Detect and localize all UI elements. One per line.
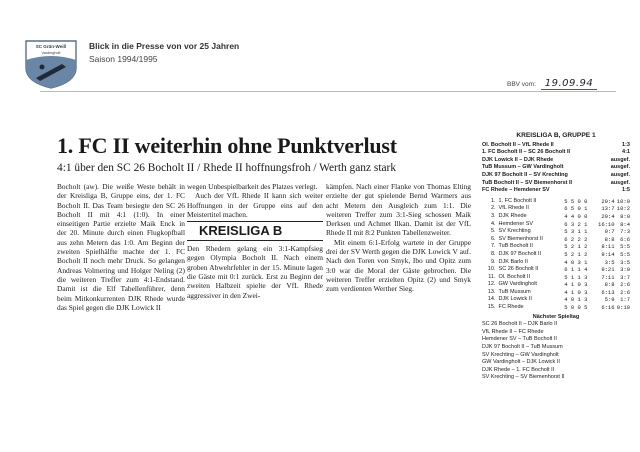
- result-score: ausgef.: [610, 171, 630, 178]
- result-match: DJK Lowick II – DJK Rhede: [482, 156, 554, 163]
- date-stamp-label: BBV vom:: [507, 81, 536, 88]
- table-games: 6 2 2 2: [564, 235, 588, 243]
- standings-box: [482, 132, 630, 382]
- date-stamp-value: 19.09.94: [541, 78, 598, 90]
- table-goals: 13:7: [601, 205, 615, 213]
- table-goals: 9:14: [601, 250, 615, 258]
- result-score: 1:3: [622, 141, 630, 148]
- article-paragraph: Den Rhedern gelang ein 3:1-Kampfsieg gegen Olympia Bocholt II. Nach einem groben Abwehrfehler in der 15. Minute lagen die Gäste mit 0:1 zurück. Erst zu Beginn der zweiten Halbzeit spielte der VfL Rhede aggressiver in den Zwei-: [187, 244, 323, 300]
- table-position: 2.: [490, 205, 496, 212]
- fixture-item: DJK Rhede – 1. FC Bocholt II: [482, 366, 555, 373]
- table-position: 8.: [490, 250, 496, 257]
- table-points: 10:0: [616, 197, 630, 205]
- table-games: 6 5 0 1: [564, 205, 588, 213]
- table-points: 7:3: [620, 228, 630, 236]
- article-column-2: [187, 182, 323, 300]
- kreisliga-banner: KREISLIGA B: [187, 221, 323, 241]
- table-games: 4 0 1 3: [564, 296, 588, 304]
- table-goals: 20:4: [601, 197, 615, 205]
- table-position: 7.: [490, 243, 496, 250]
- table-team: GW Vardingholt: [498, 281, 537, 288]
- article-column-3: [326, 182, 471, 294]
- result-match: TuB Mussum – GW Vardingholt: [482, 164, 564, 171]
- table-row: [482, 304, 630, 312]
- article-paragraph: wegen Unbespielbarkeit des Platzes verlegt.: [187, 182, 318, 191]
- table-games: 4 1 0 3: [564, 281, 588, 289]
- table-row: [482, 205, 630, 213]
- table-games: 4 4 0 0: [564, 212, 588, 220]
- fixture-item: GW Vardingholt – DJK Lowick II: [482, 359, 560, 366]
- table-points: 2:6: [620, 288, 630, 296]
- svg-text:SC Grün-Weiß: SC Grün-Weiß: [35, 44, 67, 49]
- result-row: [482, 157, 630, 165]
- table-team: DJK 97 Bocholt II: [498, 250, 542, 257]
- table-team: DJK Rhede: [498, 212, 527, 219]
- result-row: [482, 187, 630, 195]
- result-row: [482, 142, 630, 150]
- table-team: 1. FC Bocholt II: [498, 197, 537, 204]
- result-match: FC Rhede – Hemdener SV: [482, 187, 550, 194]
- fixture-item: SC 26 Bocholt II – DJK Barlo II: [482, 321, 558, 328]
- table-row: [482, 198, 630, 206]
- article-paragraph: Auch der VfL Rhede II kann sich weiter Hoffnungen in der Gruppe eins auf den Meistertitel machen.: [187, 191, 323, 219]
- result-row: [482, 164, 630, 172]
- table-games: 5 5 0 0: [564, 197, 588, 205]
- table-games: 6 3 2 1: [564, 220, 588, 228]
- table-row: [482, 251, 630, 259]
- fixture-item: SV Krechting – SV Biemenhorst II: [482, 374, 565, 381]
- table-games: 5 1 1 3: [564, 273, 588, 281]
- table-games: 6 1 1 4: [564, 266, 588, 274]
- next-matchday-title: Nächster Spieltag: [532, 313, 580, 320]
- table-games: 5 2 1 2: [564, 243, 588, 251]
- table-goals: 9:7: [604, 228, 615, 236]
- table-row: [482, 213, 630, 221]
- article-paragraph: Mit einem 6:1-Erfolg wartete in der Gruppe drei der SV Werth gegen die DJK Lowick V auf. Nach den Toren von Smyk, Ibo und Opitz zum 3:0 war die Moral der Gäste gebrochen. Die weiteren Treffer erzielten Opitz (2) und Smyk zum verdienten Werther Sieg.: [326, 237, 471, 294]
- table-points: 3:7: [620, 273, 630, 281]
- table-games: 5 3 1 1: [564, 228, 588, 236]
- result-score: ausgef.: [610, 179, 630, 186]
- fixtures-list: [482, 321, 630, 382]
- table-goals: 6:16: [601, 304, 615, 312]
- table-goals: 8:11: [601, 243, 615, 251]
- table-position: 6.: [490, 235, 496, 242]
- table-goals: 9:21: [601, 266, 615, 274]
- result-score: 1:5: [622, 187, 630, 194]
- table-team: SC 26 Bocholt II: [498, 266, 539, 273]
- table-points: 5:5: [620, 250, 630, 258]
- league-table: [482, 198, 630, 312]
- table-position: 9.: [490, 258, 496, 265]
- table-points: 8:4: [620, 220, 630, 228]
- table-team: FC Rhede: [498, 304, 524, 311]
- result-score: ausgef.: [610, 156, 630, 163]
- table-points: 6:6: [620, 235, 630, 243]
- table-goals: 7:11: [601, 273, 615, 281]
- table-team: Hemdener SV: [498, 220, 534, 227]
- table-row: [482, 274, 630, 282]
- table-position: 5.: [490, 228, 496, 235]
- table-goals: 20:4: [601, 212, 615, 220]
- table-team: Ol. Bocholt II: [498, 273, 531, 280]
- table-points: 10:2: [616, 205, 630, 213]
- table-goals: 5:9: [604, 296, 615, 304]
- table-position: 14.: [487, 296, 496, 303]
- table-row: [482, 289, 630, 297]
- table-goals: 16:10: [598, 220, 615, 228]
- fixture-item: VfL Rhede II – FC Rhede: [482, 328, 544, 335]
- table-position: 11.: [488, 273, 496, 280]
- header-divider: [40, 91, 616, 92]
- table-row: [482, 221, 630, 229]
- article-paragraph: kämpfen. Nach einer Flanke von Thomas Elting erzielte der gut spielende Bernd Warmers aus acht Metern den Ausgleich zum 1:1. Die weiteren Treffer zum 3:1-Sieg schossen Maik Derksen und Achmet Ilkan. Damit ist der VfL Rhede II mit 8:2 Punkten Tabellenzweiter.: [326, 182, 471, 238]
- table-row: [482, 266, 630, 274]
- table-team: DJK Lowick II: [498, 296, 532, 303]
- table-team: SV Biemenhorst II: [498, 235, 543, 242]
- table-points: 3:5: [620, 258, 630, 266]
- table-position: 4.: [490, 220, 496, 227]
- result-row: [482, 172, 630, 180]
- date-stamp: [507, 78, 597, 89]
- result-score: 4:1: [622, 149, 630, 156]
- table-team: SV Krechting: [498, 228, 531, 235]
- result-match: TuB Bocholt II – SV Biemenhorst II: [482, 179, 573, 186]
- table-team: TuB Bocholt II: [498, 243, 533, 250]
- table-row: [482, 281, 630, 289]
- results-list: [482, 142, 630, 195]
- fixture-item: SV Krechting – GW Vardingholt: [482, 351, 559, 358]
- article-headline: 1. FC II weiterhin ohne Punktverlust: [57, 133, 397, 158]
- table-row: [482, 228, 630, 236]
- result-score: ausgef.: [610, 164, 630, 171]
- table-team: VfL Rhede II: [498, 205, 529, 212]
- table-row: [482, 236, 630, 244]
- club-logo: [22, 38, 80, 90]
- table-position: 13.: [487, 288, 496, 295]
- table-points: 5:5: [620, 243, 630, 251]
- table-games: 4 1 0 3: [564, 288, 588, 296]
- result-row: [482, 180, 630, 188]
- fixture-item: Hemdener SV – TuB Bocholt II: [482, 336, 557, 343]
- table-goals: 8:8: [604, 235, 615, 243]
- table-row: [482, 243, 630, 251]
- header-season: Saison 1994/1995: [89, 54, 158, 64]
- table-team: DJK Barlo II: [498, 258, 528, 265]
- result-match: 1. FC Bocholt II – SC 26 Bocholt II: [482, 149, 571, 156]
- table-points: 1:7: [620, 296, 630, 304]
- article-subheadline: 4:1 über den SC 26 Bocholt II / Rhede II hoffnungsfroh / Werth ganz stark: [57, 162, 397, 174]
- table-position: 1.: [490, 197, 496, 204]
- table-row: [482, 259, 630, 267]
- table-games: 4 0 3 1: [564, 258, 588, 266]
- fixture-item: DJK 97 Bocholt II – TuB Mussum: [482, 344, 563, 351]
- article-column-1: [57, 182, 185, 312]
- table-goals: 3:5: [604, 258, 615, 266]
- table-points: 2:6: [620, 281, 630, 289]
- table-team: TuB Mussum: [498, 288, 531, 295]
- table-row: [482, 296, 630, 304]
- table-position: 3.: [490, 212, 496, 219]
- table-position: 15.: [487, 304, 496, 311]
- table-games: 5 2 1 2: [564, 250, 588, 258]
- result-row: [482, 149, 630, 157]
- table-points: 8:0: [620, 212, 630, 220]
- table-position: 12.: [487, 281, 496, 288]
- result-match: DJK 97 Bocholt II – SV Krechting: [482, 171, 568, 178]
- svg-text:Vardingholt: Vardingholt: [41, 51, 61, 55]
- table-goals: 8:8: [604, 281, 615, 289]
- article-paragraph: Bocholt (aw). Die weiße Weste behält in der Kreisliga B, Gruppe eins, der 1. FC Bocholt II. Das Team besiegte den SC 26 Bocholt II mit 4:1 (1:0). In einer einseitigen Partie erzielte Maik Enck in der 20. Minute durch einen Flugkopfball aus zehn Metern das 1:0. Am Beginn der zweiten Spielhälfte machte der 1. FC Bocholt II noch mehr Druck. So gelangen Andreas Volmering und Holger Neling (2) die weiteren Treffer zum 4:1-Endstand. Damit ist die Elf Tabellenführer, denn beim Mitkonkurrenten DJK Rhede wurde das Spiel gegen die DJK Lowick II: [57, 182, 185, 312]
- table-goals: 6:13: [601, 288, 615, 296]
- result-match: Ol. Bocholt II – VfL Rhede II: [482, 141, 554, 148]
- table-points: 0:10: [616, 304, 630, 312]
- table-games: 5 0 0 5: [564, 304, 588, 312]
- table-position: 10.: [487, 266, 496, 273]
- header-title: Blick in die Presse von vor 25 Jahren: [89, 41, 240, 51]
- standings-title: KREISLIGA B, GRUPPE 1: [516, 132, 596, 139]
- table-points: 3:9: [620, 266, 630, 274]
